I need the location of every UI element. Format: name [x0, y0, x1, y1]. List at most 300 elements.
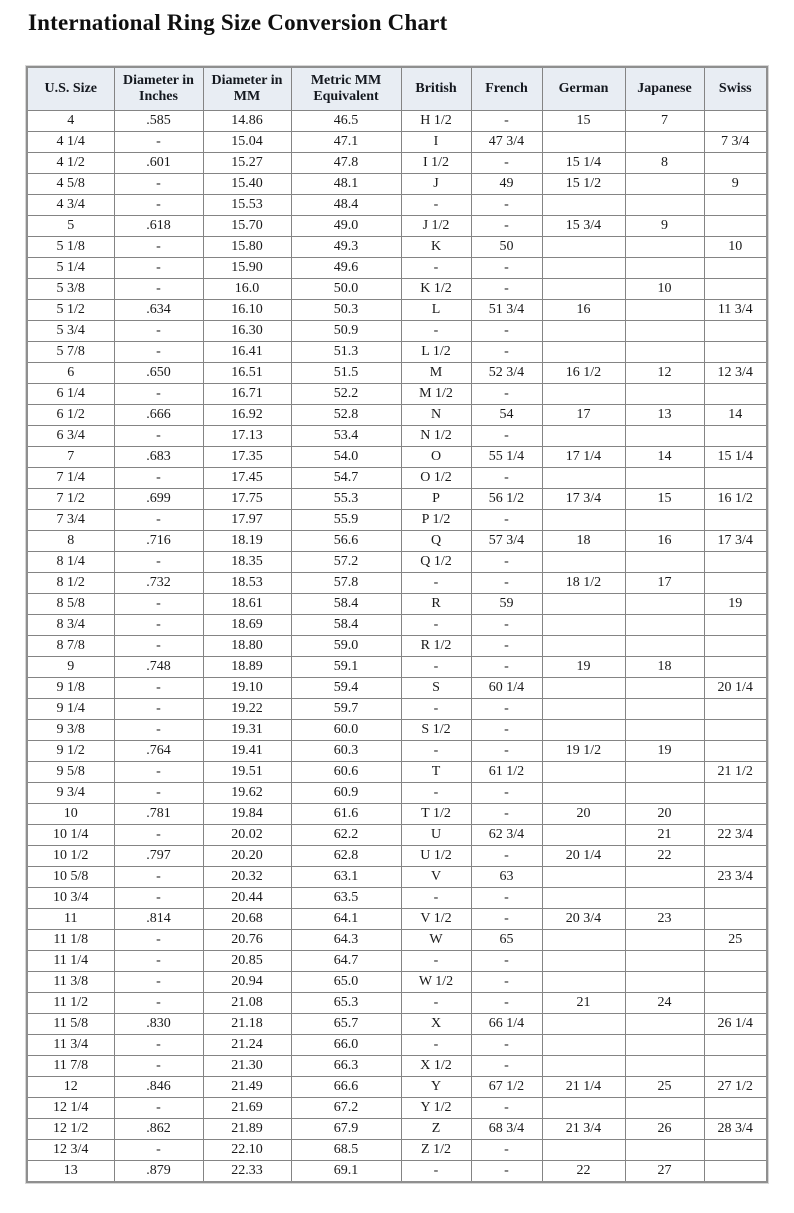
table-cell: 21 1/4 — [542, 1077, 625, 1098]
table-cell: 19.10 — [203, 678, 291, 699]
table-cell: 15 — [542, 111, 625, 132]
table-cell — [704, 720, 767, 741]
table-cell — [704, 573, 767, 594]
table-cell: 17 3/4 — [704, 531, 767, 552]
table-cell: 12 1/2 — [27, 1119, 114, 1140]
table-cell: 16.92 — [203, 405, 291, 426]
table-cell: 5 1/4 — [27, 258, 114, 279]
table-cell: .830 — [114, 1014, 203, 1035]
table-cell — [704, 426, 767, 447]
table-row — [27, 678, 767, 699]
table-cell: 7 3/4 — [704, 132, 767, 153]
table-cell — [625, 1035, 704, 1056]
table-cell: - — [114, 594, 203, 615]
table-cell — [625, 720, 704, 741]
table-cell: 63.1 — [291, 867, 401, 888]
table-cell — [542, 1014, 625, 1035]
table-cell: 20.32 — [203, 867, 291, 888]
table-cell — [542, 132, 625, 153]
table-cell: 54.0 — [291, 447, 401, 468]
table-cell: 18.19 — [203, 531, 291, 552]
table-cell — [625, 1098, 704, 1119]
table-cell: .650 — [114, 363, 203, 384]
table-cell: 7 — [27, 447, 114, 468]
table-cell: - — [401, 615, 471, 636]
table-row — [27, 909, 767, 930]
table-cell: 14 — [625, 447, 704, 468]
column-header: German — [542, 67, 625, 111]
table-row — [27, 321, 767, 342]
table-cell: 65.3 — [291, 993, 401, 1014]
table-cell: - — [401, 741, 471, 762]
table-cell: 12 1/4 — [27, 1098, 114, 1119]
table-cell: .846 — [114, 1077, 203, 1098]
table-cell: J — [401, 174, 471, 195]
table-cell: 65 — [471, 930, 542, 951]
table-cell — [542, 1098, 625, 1119]
table-cell: - — [114, 1098, 203, 1119]
table-cell — [704, 321, 767, 342]
table-cell — [704, 279, 767, 300]
table-cell: Z 1/2 — [401, 1140, 471, 1161]
table-cell — [542, 1035, 625, 1056]
table-cell: 6 1/4 — [27, 384, 114, 405]
table-cell: 62.2 — [291, 825, 401, 846]
table-cell: 7 1/2 — [27, 489, 114, 510]
table-header — [27, 67, 767, 111]
table-cell — [625, 195, 704, 216]
table-cell: 66.6 — [291, 1077, 401, 1098]
table-cell — [542, 342, 625, 363]
table-cell: 17.35 — [203, 447, 291, 468]
table-cell — [704, 258, 767, 279]
table-cell: 27 — [625, 1161, 704, 1183]
table-cell: V — [401, 867, 471, 888]
table-cell: - — [114, 1056, 203, 1077]
table-cell — [625, 867, 704, 888]
table-cell: .748 — [114, 657, 203, 678]
table-cell: 54.7 — [291, 468, 401, 489]
table-cell: S — [401, 678, 471, 699]
table-cell — [704, 1035, 767, 1056]
table-cell: - — [114, 279, 203, 300]
table-cell: - — [114, 552, 203, 573]
table-cell: .716 — [114, 531, 203, 552]
table-cell: 15 1/4 — [542, 153, 625, 174]
table-cell: - — [114, 384, 203, 405]
table-cell: 49.3 — [291, 237, 401, 258]
table-row — [27, 468, 767, 489]
table-cell: 15.53 — [203, 195, 291, 216]
table-cell: 19.62 — [203, 783, 291, 804]
table-cell: 59.4 — [291, 678, 401, 699]
table-cell: 60 1/4 — [471, 678, 542, 699]
table-cell: 55 1/4 — [471, 447, 542, 468]
table-cell: - — [401, 321, 471, 342]
table-row — [27, 279, 767, 300]
table-cell: 21.89 — [203, 1119, 291, 1140]
table-cell: - — [471, 1161, 542, 1183]
table-cell: 25 — [625, 1077, 704, 1098]
table-cell: - — [401, 951, 471, 972]
table-cell — [704, 804, 767, 825]
table-cell: M 1/2 — [401, 384, 471, 405]
table-cell: P — [401, 489, 471, 510]
table-cell: 58.4 — [291, 615, 401, 636]
table-cell: W — [401, 930, 471, 951]
table-row — [27, 300, 767, 321]
table-cell — [625, 888, 704, 909]
table-row — [27, 111, 767, 132]
table-cell: - — [401, 195, 471, 216]
table-cell: 19 — [542, 657, 625, 678]
table-cell — [625, 678, 704, 699]
table-cell: 10 — [27, 804, 114, 825]
table-cell — [625, 636, 704, 657]
table-cell: 9 5/8 — [27, 762, 114, 783]
table-cell: .732 — [114, 573, 203, 594]
table-cell: 20 — [542, 804, 625, 825]
table-cell — [625, 930, 704, 951]
table-cell: 67.9 — [291, 1119, 401, 1140]
table-cell: 9 1/4 — [27, 699, 114, 720]
table-cell: 63 — [471, 867, 542, 888]
table-cell: 5 3/8 — [27, 279, 114, 300]
table-cell: 23 3/4 — [704, 867, 767, 888]
table-cell — [625, 699, 704, 720]
table-cell: - — [471, 972, 542, 993]
table-row — [27, 1056, 767, 1077]
table-cell: 11 1/4 — [27, 951, 114, 972]
table-cell — [704, 216, 767, 237]
table-cell: 65.0 — [291, 972, 401, 993]
table-cell: 11 3/8 — [27, 972, 114, 993]
table-row — [27, 531, 767, 552]
table-row — [27, 258, 767, 279]
table-cell: - — [401, 699, 471, 720]
table-cell: 62.8 — [291, 846, 401, 867]
table-cell: 8 1/2 — [27, 573, 114, 594]
table-cell: 69.1 — [291, 1161, 401, 1183]
table-cell: - — [471, 258, 542, 279]
table-cell: 18 — [625, 657, 704, 678]
table-cell: I 1/2 — [401, 153, 471, 174]
table-cell: 21.18 — [203, 1014, 291, 1035]
table-cell: 24 — [625, 993, 704, 1014]
table-cell: 21 3/4 — [542, 1119, 625, 1140]
table-cell: - — [114, 825, 203, 846]
table-cell — [542, 930, 625, 951]
table-cell — [704, 657, 767, 678]
table-cell: 16.0 — [203, 279, 291, 300]
table-cell: - — [471, 741, 542, 762]
table-cell: 48.4 — [291, 195, 401, 216]
table-cell: .618 — [114, 216, 203, 237]
table-cell: 51 3/4 — [471, 300, 542, 321]
table-cell: 68.5 — [291, 1140, 401, 1161]
table-cell: X 1/2 — [401, 1056, 471, 1077]
table-cell: 8 1/4 — [27, 552, 114, 573]
table-cell: - — [114, 1035, 203, 1056]
table-cell: - — [471, 1098, 542, 1119]
table-cell: 57.8 — [291, 573, 401, 594]
table-cell: 15.04 — [203, 132, 291, 153]
table-cell — [704, 1140, 767, 1161]
table-cell: 8 5/8 — [27, 594, 114, 615]
table-cell: T — [401, 762, 471, 783]
table-cell: 55.9 — [291, 510, 401, 531]
table-row — [27, 153, 767, 174]
table-cell — [704, 510, 767, 531]
table-cell: - — [471, 216, 542, 237]
table-cell: - — [471, 111, 542, 132]
table-cell: 22 3/4 — [704, 825, 767, 846]
table-cell: 59.1 — [291, 657, 401, 678]
table-cell: - — [471, 342, 542, 363]
table-cell: - — [471, 153, 542, 174]
table-cell: - — [471, 426, 542, 447]
table-cell: 66.3 — [291, 1056, 401, 1077]
table-cell: 9 — [27, 657, 114, 678]
table-cell: 22.10 — [203, 1140, 291, 1161]
table-cell: Z — [401, 1119, 471, 1140]
table-cell: 26 1/4 — [704, 1014, 767, 1035]
table-cell: - — [471, 804, 542, 825]
table-cell: 17 — [542, 405, 625, 426]
table-cell: 21 1/2 — [704, 762, 767, 783]
table-cell: 17 3/4 — [542, 489, 625, 510]
table-cell: - — [471, 1140, 542, 1161]
table-cell: - — [471, 468, 542, 489]
table-cell: 17 — [625, 573, 704, 594]
table-row — [27, 741, 767, 762]
table-cell: - — [401, 657, 471, 678]
table-cell: 13 — [625, 405, 704, 426]
table-cell: - — [114, 321, 203, 342]
table-cell: 47 3/4 — [471, 132, 542, 153]
table-cell: 10 — [704, 237, 767, 258]
table-cell: 9 3/4 — [27, 783, 114, 804]
table-cell: 21 — [625, 825, 704, 846]
table-cell — [704, 909, 767, 930]
table-cell — [542, 510, 625, 531]
table-cell: 16 — [542, 300, 625, 321]
table-cell — [542, 783, 625, 804]
table-cell: R 1/2 — [401, 636, 471, 657]
table-cell: 54 — [471, 405, 542, 426]
table-cell: 19.31 — [203, 720, 291, 741]
table-cell: - — [114, 972, 203, 993]
table-cell: 19.41 — [203, 741, 291, 762]
table-cell: - — [114, 468, 203, 489]
table-cell: 66 1/4 — [471, 1014, 542, 1035]
table-cell: 12 — [625, 363, 704, 384]
table-cell: .764 — [114, 741, 203, 762]
table-cell: 67.2 — [291, 1098, 401, 1119]
table-cell: 52.2 — [291, 384, 401, 405]
table-cell: - — [401, 573, 471, 594]
table-row — [27, 405, 767, 426]
table-cell — [542, 972, 625, 993]
table-cell: 19.22 — [203, 699, 291, 720]
table-cell: N 1/2 — [401, 426, 471, 447]
table-cell: 67 1/2 — [471, 1077, 542, 1098]
table-row — [27, 1098, 767, 1119]
page-title: International Ring Size Conversion Chart — [28, 10, 448, 35]
table-cell — [704, 1161, 767, 1183]
table-cell: Q 1/2 — [401, 552, 471, 573]
table-cell — [625, 1014, 704, 1035]
table-cell: 17.13 — [203, 426, 291, 447]
table-cell: - — [114, 762, 203, 783]
table-cell — [542, 426, 625, 447]
table-cell: 59.7 — [291, 699, 401, 720]
table-cell: X — [401, 1014, 471, 1035]
table-cell: 14.86 — [203, 111, 291, 132]
table-cell: - — [401, 258, 471, 279]
table-cell: - — [114, 510, 203, 531]
table-cell — [542, 720, 625, 741]
table-cell — [542, 258, 625, 279]
table-cell — [542, 951, 625, 972]
table-cell: 9 — [704, 174, 767, 195]
table-row — [27, 510, 767, 531]
table-cell: .797 — [114, 846, 203, 867]
table-cell: 56.6 — [291, 531, 401, 552]
table-cell: 47.8 — [291, 153, 401, 174]
table-cell — [625, 468, 704, 489]
table-row — [27, 573, 767, 594]
table-cell: 20 1/4 — [704, 678, 767, 699]
table-cell — [704, 1056, 767, 1077]
table-cell: 18.69 — [203, 615, 291, 636]
table-cell: 11 3/4 — [27, 1035, 114, 1056]
table-cell: - — [401, 783, 471, 804]
table-cell: 4 5/8 — [27, 174, 114, 195]
table-cell: 15.40 — [203, 174, 291, 195]
table-cell: - — [114, 426, 203, 447]
table-cell: 18.35 — [203, 552, 291, 573]
table-cell: 4 — [27, 111, 114, 132]
table-cell: O 1/2 — [401, 468, 471, 489]
table-cell: U — [401, 825, 471, 846]
table-cell: - — [114, 888, 203, 909]
table-cell: - — [471, 699, 542, 720]
table-cell: 57.2 — [291, 552, 401, 573]
table-cell: .634 — [114, 300, 203, 321]
table-cell: 11 — [27, 909, 114, 930]
table-cell: 9 1/8 — [27, 678, 114, 699]
table-cell: 18.53 — [203, 573, 291, 594]
table-cell: 8 — [625, 153, 704, 174]
table-cell: 17.75 — [203, 489, 291, 510]
column-header: U.S. Size — [27, 67, 114, 111]
table-cell — [704, 972, 767, 993]
table-cell: 53.4 — [291, 426, 401, 447]
table-row — [27, 1119, 767, 1140]
table-cell: 60.0 — [291, 720, 401, 741]
table-cell: 22 — [625, 846, 704, 867]
table-cell — [625, 426, 704, 447]
table-cell: 12 3/4 — [27, 1140, 114, 1161]
table-row — [27, 237, 767, 258]
table-cell: 18 — [542, 531, 625, 552]
table-cell: - — [114, 930, 203, 951]
table-cell: N — [401, 405, 471, 426]
table-cell: 64.3 — [291, 930, 401, 951]
table-cell: .814 — [114, 909, 203, 930]
table-row — [27, 846, 767, 867]
table-cell: H 1/2 — [401, 111, 471, 132]
table-cell — [625, 762, 704, 783]
table-cell: 15.70 — [203, 216, 291, 237]
table-cell: 5 7/8 — [27, 342, 114, 363]
table-cell: - — [401, 888, 471, 909]
table-cell: 10 5/8 — [27, 867, 114, 888]
table-cell: - — [471, 657, 542, 678]
table-cell: 15.90 — [203, 258, 291, 279]
table-cell: - — [471, 615, 542, 636]
table-cell — [542, 699, 625, 720]
table-cell: 20.44 — [203, 888, 291, 909]
table-cell: L — [401, 300, 471, 321]
table-cell: - — [114, 678, 203, 699]
table-cell: 9 3/8 — [27, 720, 114, 741]
table-cell — [704, 783, 767, 804]
table-cell — [542, 615, 625, 636]
table-cell: - — [114, 1140, 203, 1161]
table-cell: - — [471, 888, 542, 909]
table-cell — [542, 762, 625, 783]
table-cell: W 1/2 — [401, 972, 471, 993]
table-cell: 59 — [471, 594, 542, 615]
column-header: Diameter in MM — [203, 67, 291, 111]
table-cell: - — [114, 867, 203, 888]
table-cell: 11 7/8 — [27, 1056, 114, 1077]
table-cell — [625, 342, 704, 363]
table-cell: J 1/2 — [401, 216, 471, 237]
table-cell — [542, 384, 625, 405]
table-cell — [625, 300, 704, 321]
table-row — [27, 951, 767, 972]
table-cell: - — [401, 993, 471, 1014]
table-cell: 11 1/2 — [27, 993, 114, 1014]
table-cell: 16.71 — [203, 384, 291, 405]
table-cell: 4 1/4 — [27, 132, 114, 153]
table-cell: 10 — [625, 279, 704, 300]
table-cell: 15 3/4 — [542, 216, 625, 237]
table-cell: S 1/2 — [401, 720, 471, 741]
table-cell: .862 — [114, 1119, 203, 1140]
column-header: Japanese — [625, 67, 704, 111]
table-cell: - — [114, 237, 203, 258]
table-cell: 14 — [704, 405, 767, 426]
table-cell: 15.27 — [203, 153, 291, 174]
table-cell — [704, 468, 767, 489]
table-cell: 16.51 — [203, 363, 291, 384]
table-cell: Q — [401, 531, 471, 552]
table-cell: - — [114, 720, 203, 741]
table-cell: 59.0 — [291, 636, 401, 657]
table-cell — [625, 594, 704, 615]
table-cell: 26 — [625, 1119, 704, 1140]
table-cell: - — [114, 636, 203, 657]
table-row — [27, 720, 767, 741]
table-cell: 20 3/4 — [542, 909, 625, 930]
table-cell — [542, 825, 625, 846]
table-cell — [542, 195, 625, 216]
table-cell: 6 — [27, 363, 114, 384]
